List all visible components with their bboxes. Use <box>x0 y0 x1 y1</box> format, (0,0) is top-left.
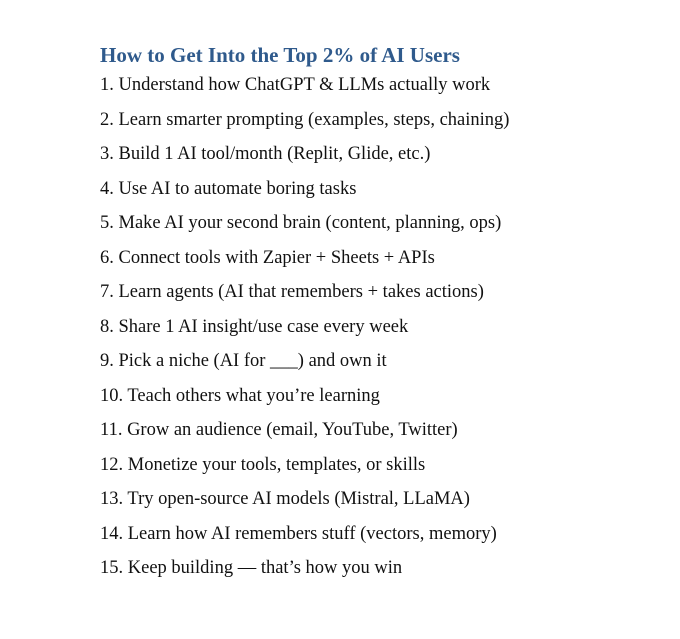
list-item: 6. Connect tools with Zapier + Sheets + APIs <box>100 247 435 268</box>
document <box>100 40 660 588</box>
tips-list <box>100 70 660 588</box>
list-item: 4. Use AI to automate boring tasks <box>100 178 357 199</box>
list-item: 11. Grow an audience (email, YouTube, Twitter) <box>100 420 458 440</box>
list-item: 12. Monetize your tools, templates, or skills <box>100 454 426 475</box>
list-item: 5. Make AI your second brain (content, planning, ops) <box>100 213 502 233</box>
list-item: 3. Build 1 AI tool/month (Replit, Glide, etc.) <box>100 144 431 164</box>
list-item: 13. Try open-source AI models (Mistral, LLaMA) <box>100 489 470 509</box>
list-item: 2. Learn smarter prompting (examples, steps, chaining) <box>100 109 510 130</box>
list-item: 15. Keep building — that’s how you win <box>100 558 403 578</box>
list-item: 1. Understand how ChatGPT & LLMs actually work <box>100 75 491 95</box>
list-item: 14. Learn how AI remembers stuff (vectors, memory) <box>100 523 497 544</box>
list-item: 10. Teach others what you’re learning <box>100 385 380 406</box>
page-title: How to Get Into the Top 2% of AI Users <box>100 43 460 67</box>
list-item: 9. Pick a niche (AI for ___) and own it <box>100 351 387 371</box>
list-item: 7. Learn agents (AI that remembers + takes actions) <box>100 282 484 302</box>
list-item: 8. Share 1 AI insight/use case every week <box>100 316 409 337</box>
